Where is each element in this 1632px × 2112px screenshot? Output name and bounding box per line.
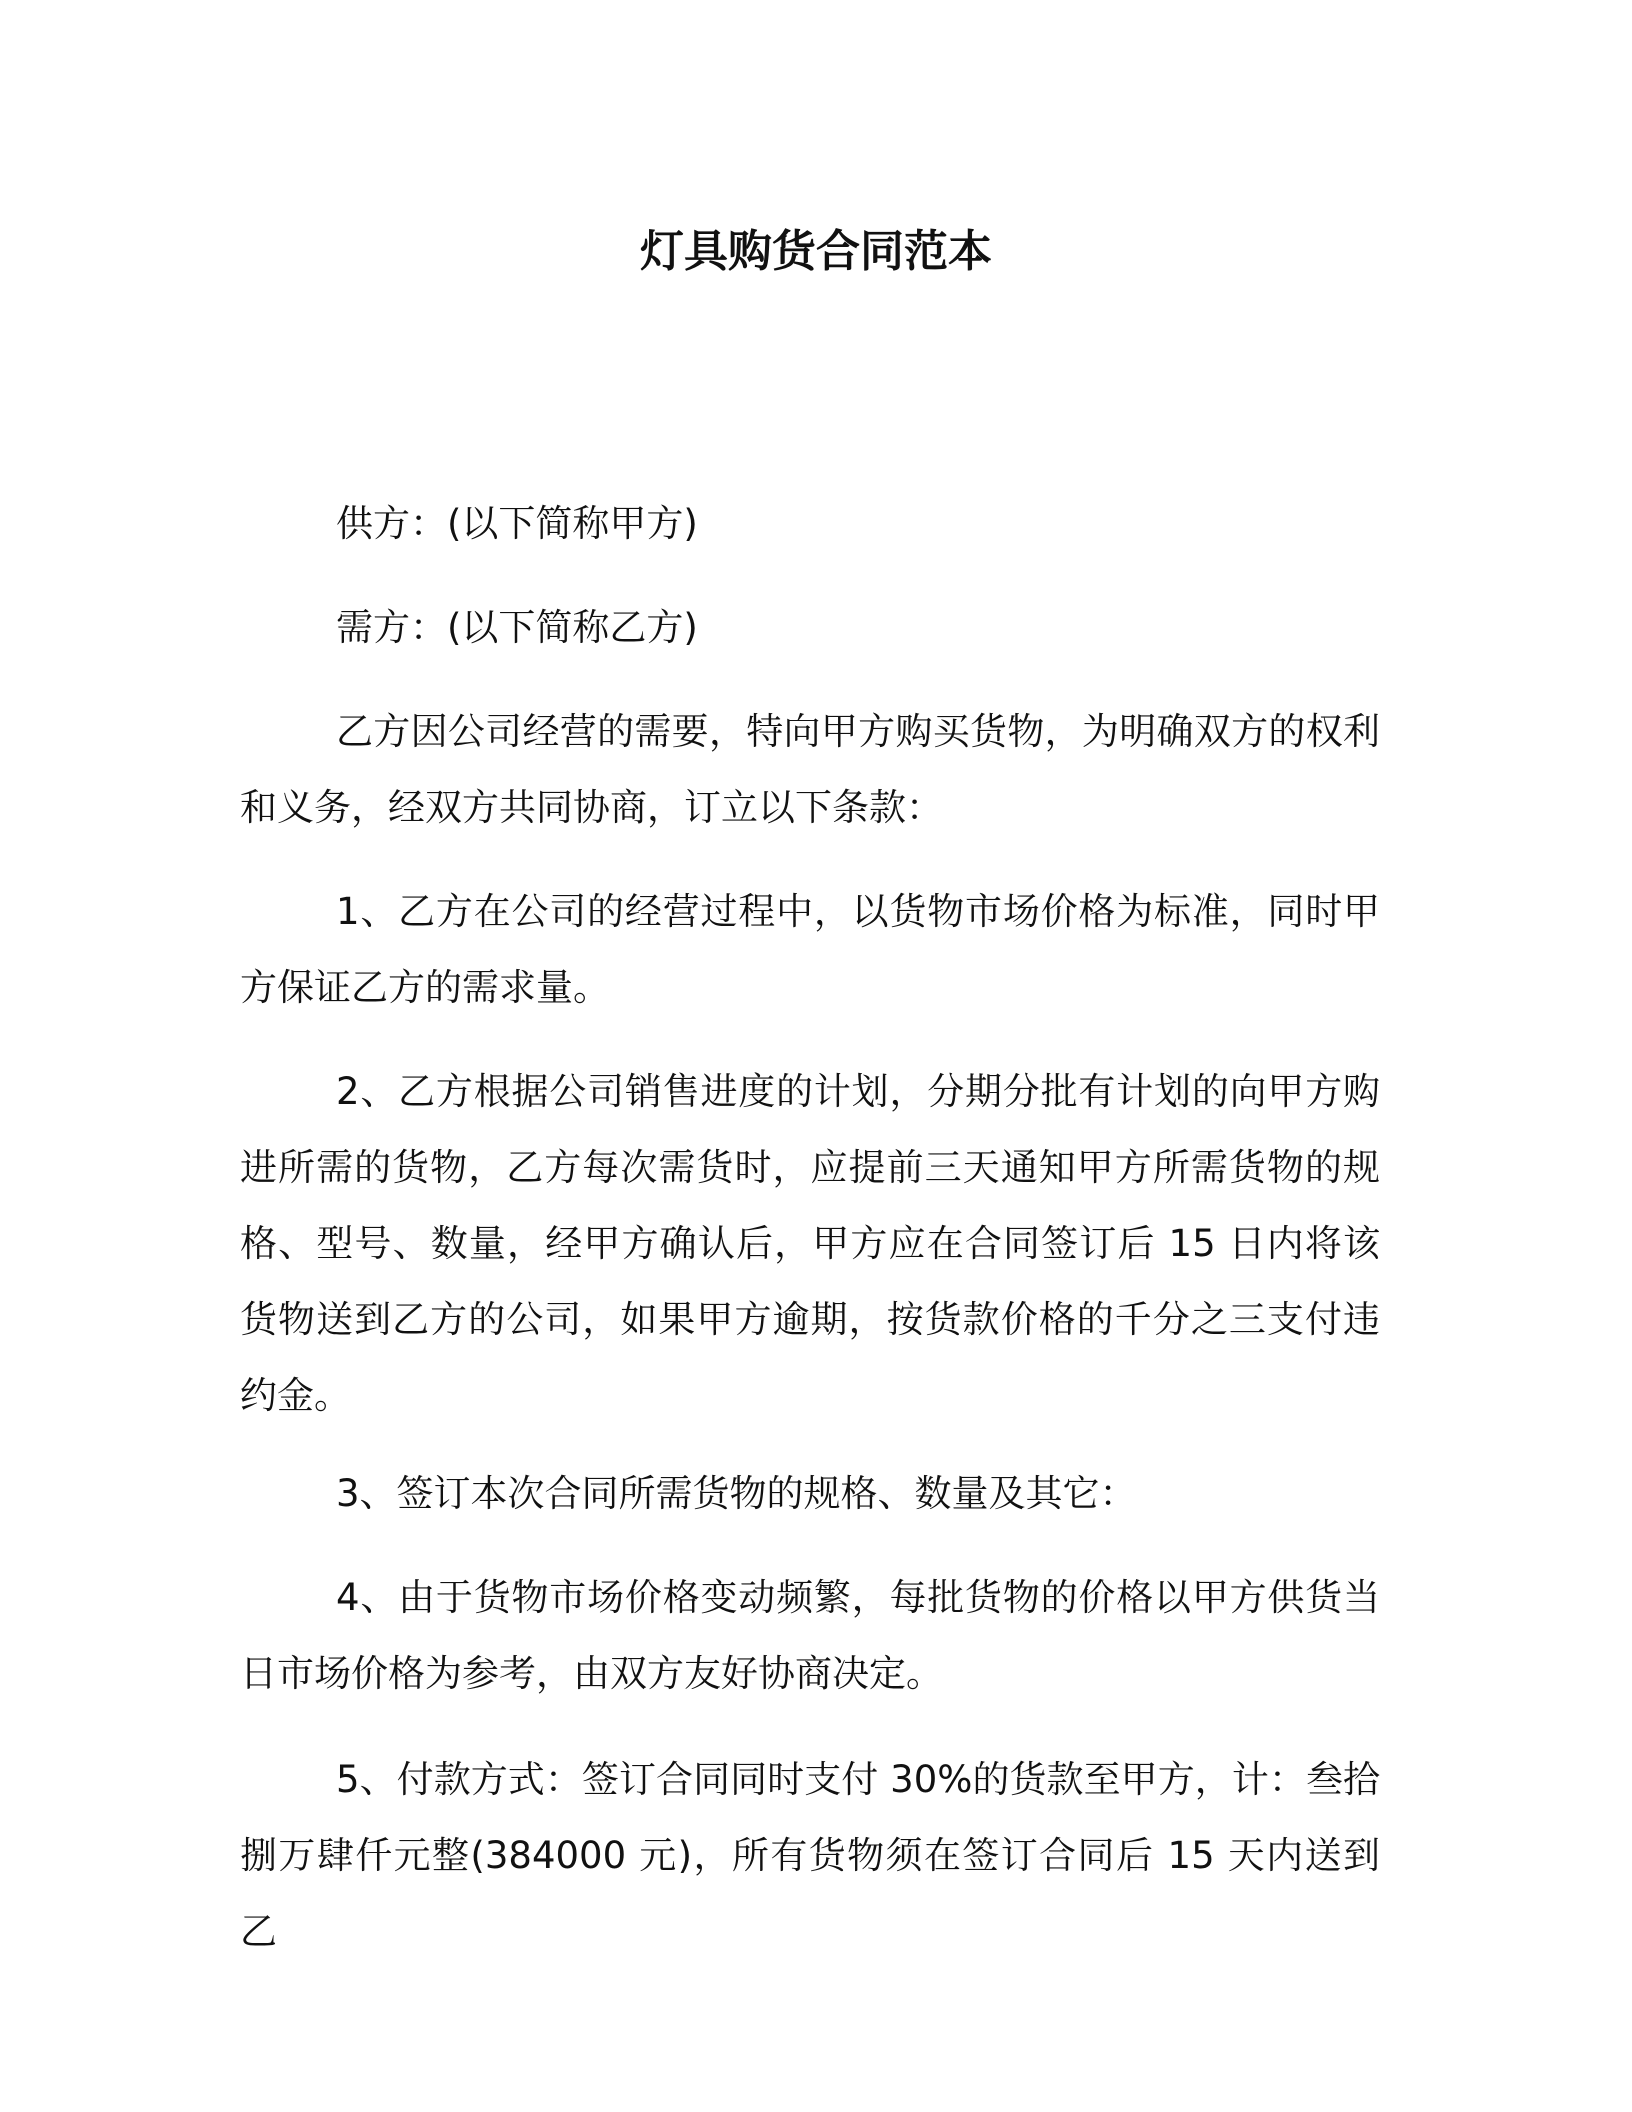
clause-3: 3、签订本次合同所需货物的规格、数量及其它： [336,1472,1137,1515]
clause-5: 5、付款方式：签订合同同时支付 30%的货款至甲方，计：叁拾捌万肆仟元整(384000 元)，所有货物须在签订合同后 15 天内送到乙 [240,1758,1380,1953]
clause-2: 2、乙方根据公司销售进度的计划，分期分批有计划的向甲方购进所需的货物，乙方每次需货时，应提前三天通知甲方所需货物的规格、型号、数量，经甲方确认后，甲方应在合同签订后 15 日内将该货物送到乙方的公司，如果甲方逾期，按货款价格的千分之三支付违约金。 [240,1070,1380,1417]
supplier-line: 供方：(以下简称甲方) [336,502,698,545]
clause-1: 1、乙方在公司的经营过程中，以货物市场价格为标准，同时甲方保证乙方的需求量。 [240,890,1380,1009]
intro-paragraph: 乙方因公司经营的需要，特向甲方购买货物，为明确双方的权利和义务，经双方共同协商，订立以下条款： [240,710,1380,829]
buyer-line: 需方：(以下简称乙方) [336,606,698,649]
document-title: 灯具购货合同范本 [640,226,992,277]
clause-4: 4、由于货物市场价格变动频繁，每批货物的价格以甲方供货当日市场价格为参考，由双方友好协商决定。 [240,1576,1380,1695]
